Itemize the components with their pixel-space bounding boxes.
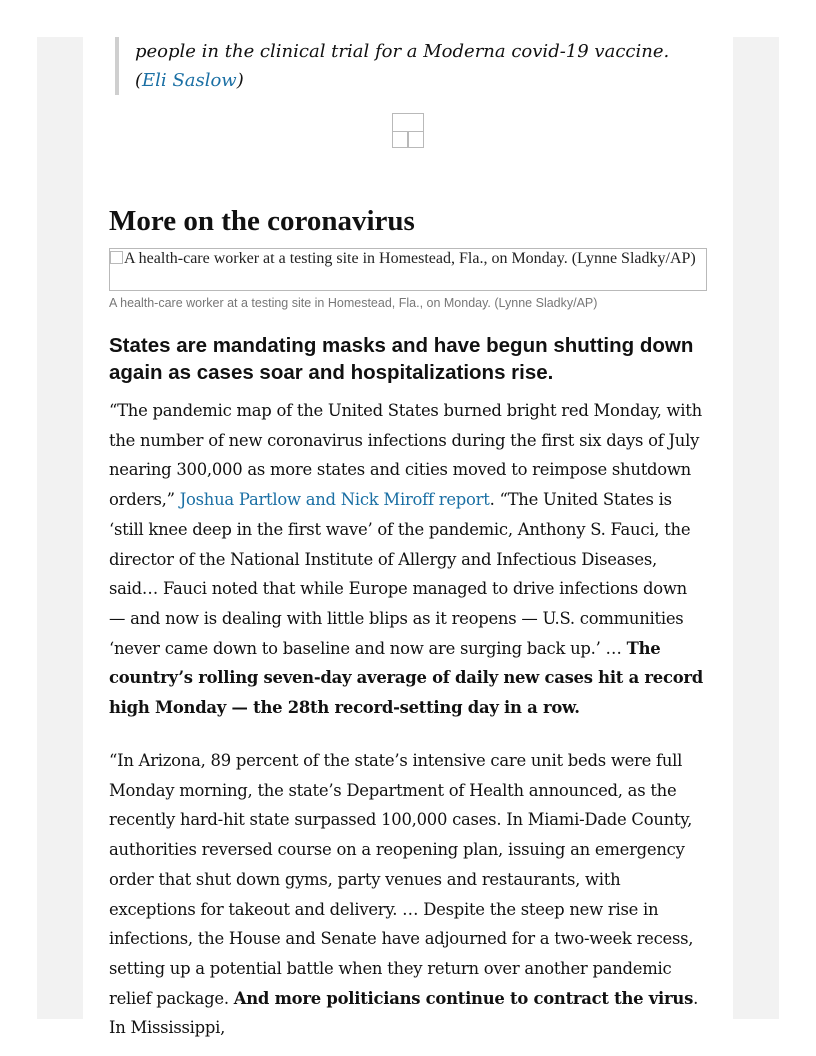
reporter-link[interactable]: Joshua Partlow and Nick Miroff report [179, 490, 490, 510]
figure-caption: A health-care worker at a testing site in Homestead, Fla., on Monday. (Lynne Sladky/AP) [109, 296, 598, 310]
figure-alt-text: A health-care worker at a testing site in Homestead, Fla., on Monday. (Lynne Sladky/AP) [124, 250, 696, 267]
paragraph-2-text: “In Arizona, 89 percent of the state’s intensive care unit beds were full Monday morning, the state’s Department of Health announced, as the recently hard-hit state surpassed 100,000 cases. In Miami-Dade County, authorities reversed course on a reopening plan, issuing an emergency order that shut down gyms, party venues and restaurants, with exceptions for takeout and delivery. … Despite the steep new rise in infections, the House and Senate have adjourned for a two-week recess, setting up a potential battle when they return over another pandemic relief package. [109, 751, 694, 1008]
paragraph-2 [109, 746, 707, 1043]
broken-image-icon [408, 131, 424, 148]
figure-image-placeholder [109, 248, 707, 291]
quote-author-link[interactable]: Eli Saslow [142, 70, 237, 91]
paragraph-1-text-cont: . “The United States is ‘still knee deep in the first wave’ of the pandemic, Anthony S. Fauci, the director of the National Institute of Allergy and Infectious Diseases, said… Fauci noted that while Europe managed to drive infections down — and now is dealing with little blips as it reopens — U.S. communities ‘never came down to baseline and now are surging back up.’ … [109, 490, 691, 658]
left-gutter [37, 37, 83, 1019]
story-headline: States are mandating masks and have begun shutting down again as cases soar and hospitalizations rise. [109, 334, 694, 384]
paragraph-2-text-cont: . In Mississippi, [109, 988, 699, 1038]
paragraph-1 [109, 396, 707, 723]
paragraph-2-bold: And more politicians continue to contract the virus [233, 988, 694, 1008]
paragraph-1-text: “The pandemic map of the United States burned bright red Monday, with the number of new coronavirus infections during the first six days of July nearing 300,000 as more states and cities moved to reimpose shutdown orders,” [109, 401, 702, 510]
paragraph-1-bold: The country’s rolling seven-day average of daily new cases hit a record high Monday — the 28th record-setting day in a row. [109, 638, 703, 718]
quote-text: people in the clinical trial for a Moderna covid-19 vaccine. ( [135, 41, 670, 91]
broken-image-icon [110, 251, 123, 264]
broken-image-icon [392, 113, 424, 132]
right-gutter [733, 37, 779, 1019]
section-title: More on the coronavirus [109, 205, 415, 237]
quote-close: ) [236, 70, 244, 91]
pull-quote [115, 37, 695, 95]
article-column [109, 0, 707, 1038]
broken-image-icon [392, 131, 408, 148]
